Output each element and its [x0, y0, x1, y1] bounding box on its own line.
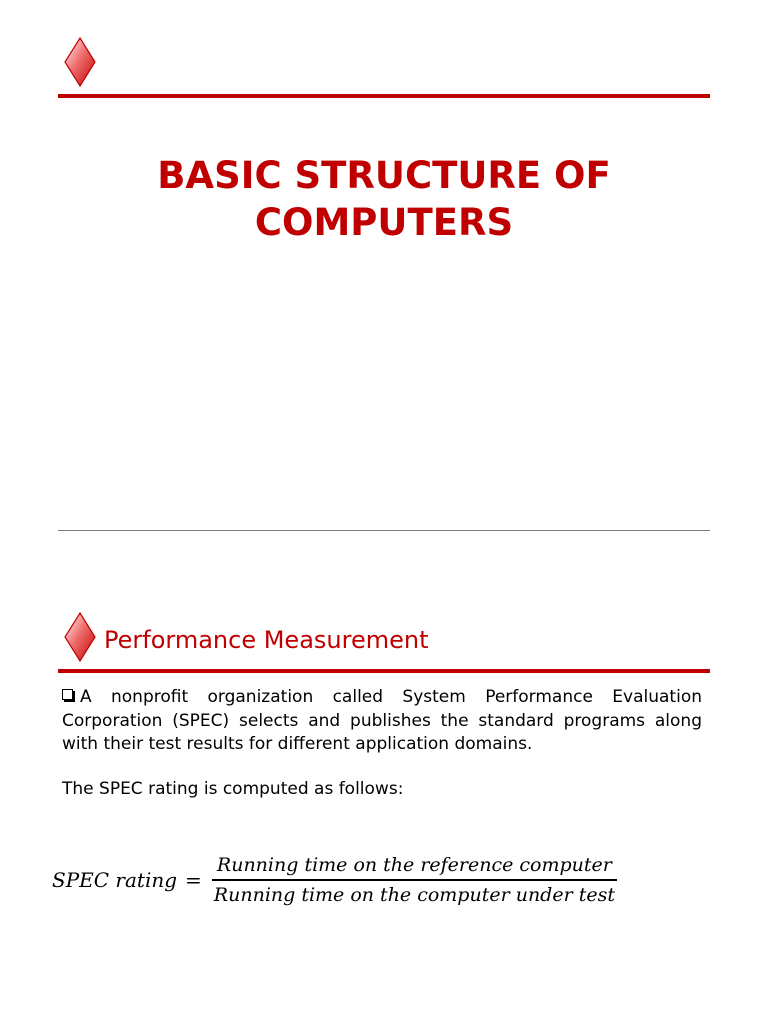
slide-divider	[58, 530, 710, 531]
formula-denominator: Running time on the computer under test	[213, 883, 615, 906]
section-heading: Performance Measurement	[104, 626, 429, 654]
red-diamond-icon	[64, 612, 96, 662]
formula-equals: =	[185, 868, 202, 892]
formula-lhs: SPEC rating	[52, 868, 178, 892]
slide-title	[0, 152, 768, 246]
slide1-header-rule	[58, 94, 710, 98]
spec-rating-formula	[52, 848, 617, 912]
bullet-paragraph	[62, 686, 702, 757]
red-diamond-icon	[64, 37, 96, 87]
slide2-header-rule	[58, 669, 710, 673]
rating-intro-text: The SPEC rating is computed as follows:	[62, 779, 404, 799]
slide-title-line2: COMPUTERS	[254, 201, 514, 244]
formula-numerator: Running time on the reference computer	[216, 854, 612, 877]
formula-fraction	[212, 854, 617, 906]
checkbox-bullet-icon	[62, 689, 73, 700]
bullet-text: A nonprofit organization called System Performance Evaluation Corporation (SPEC) selects and publishes the standard programs along with their test results for different application domains.	[62, 687, 702, 754]
slide-title-line1: BASIC STRUCTURE OF	[157, 154, 611, 197]
